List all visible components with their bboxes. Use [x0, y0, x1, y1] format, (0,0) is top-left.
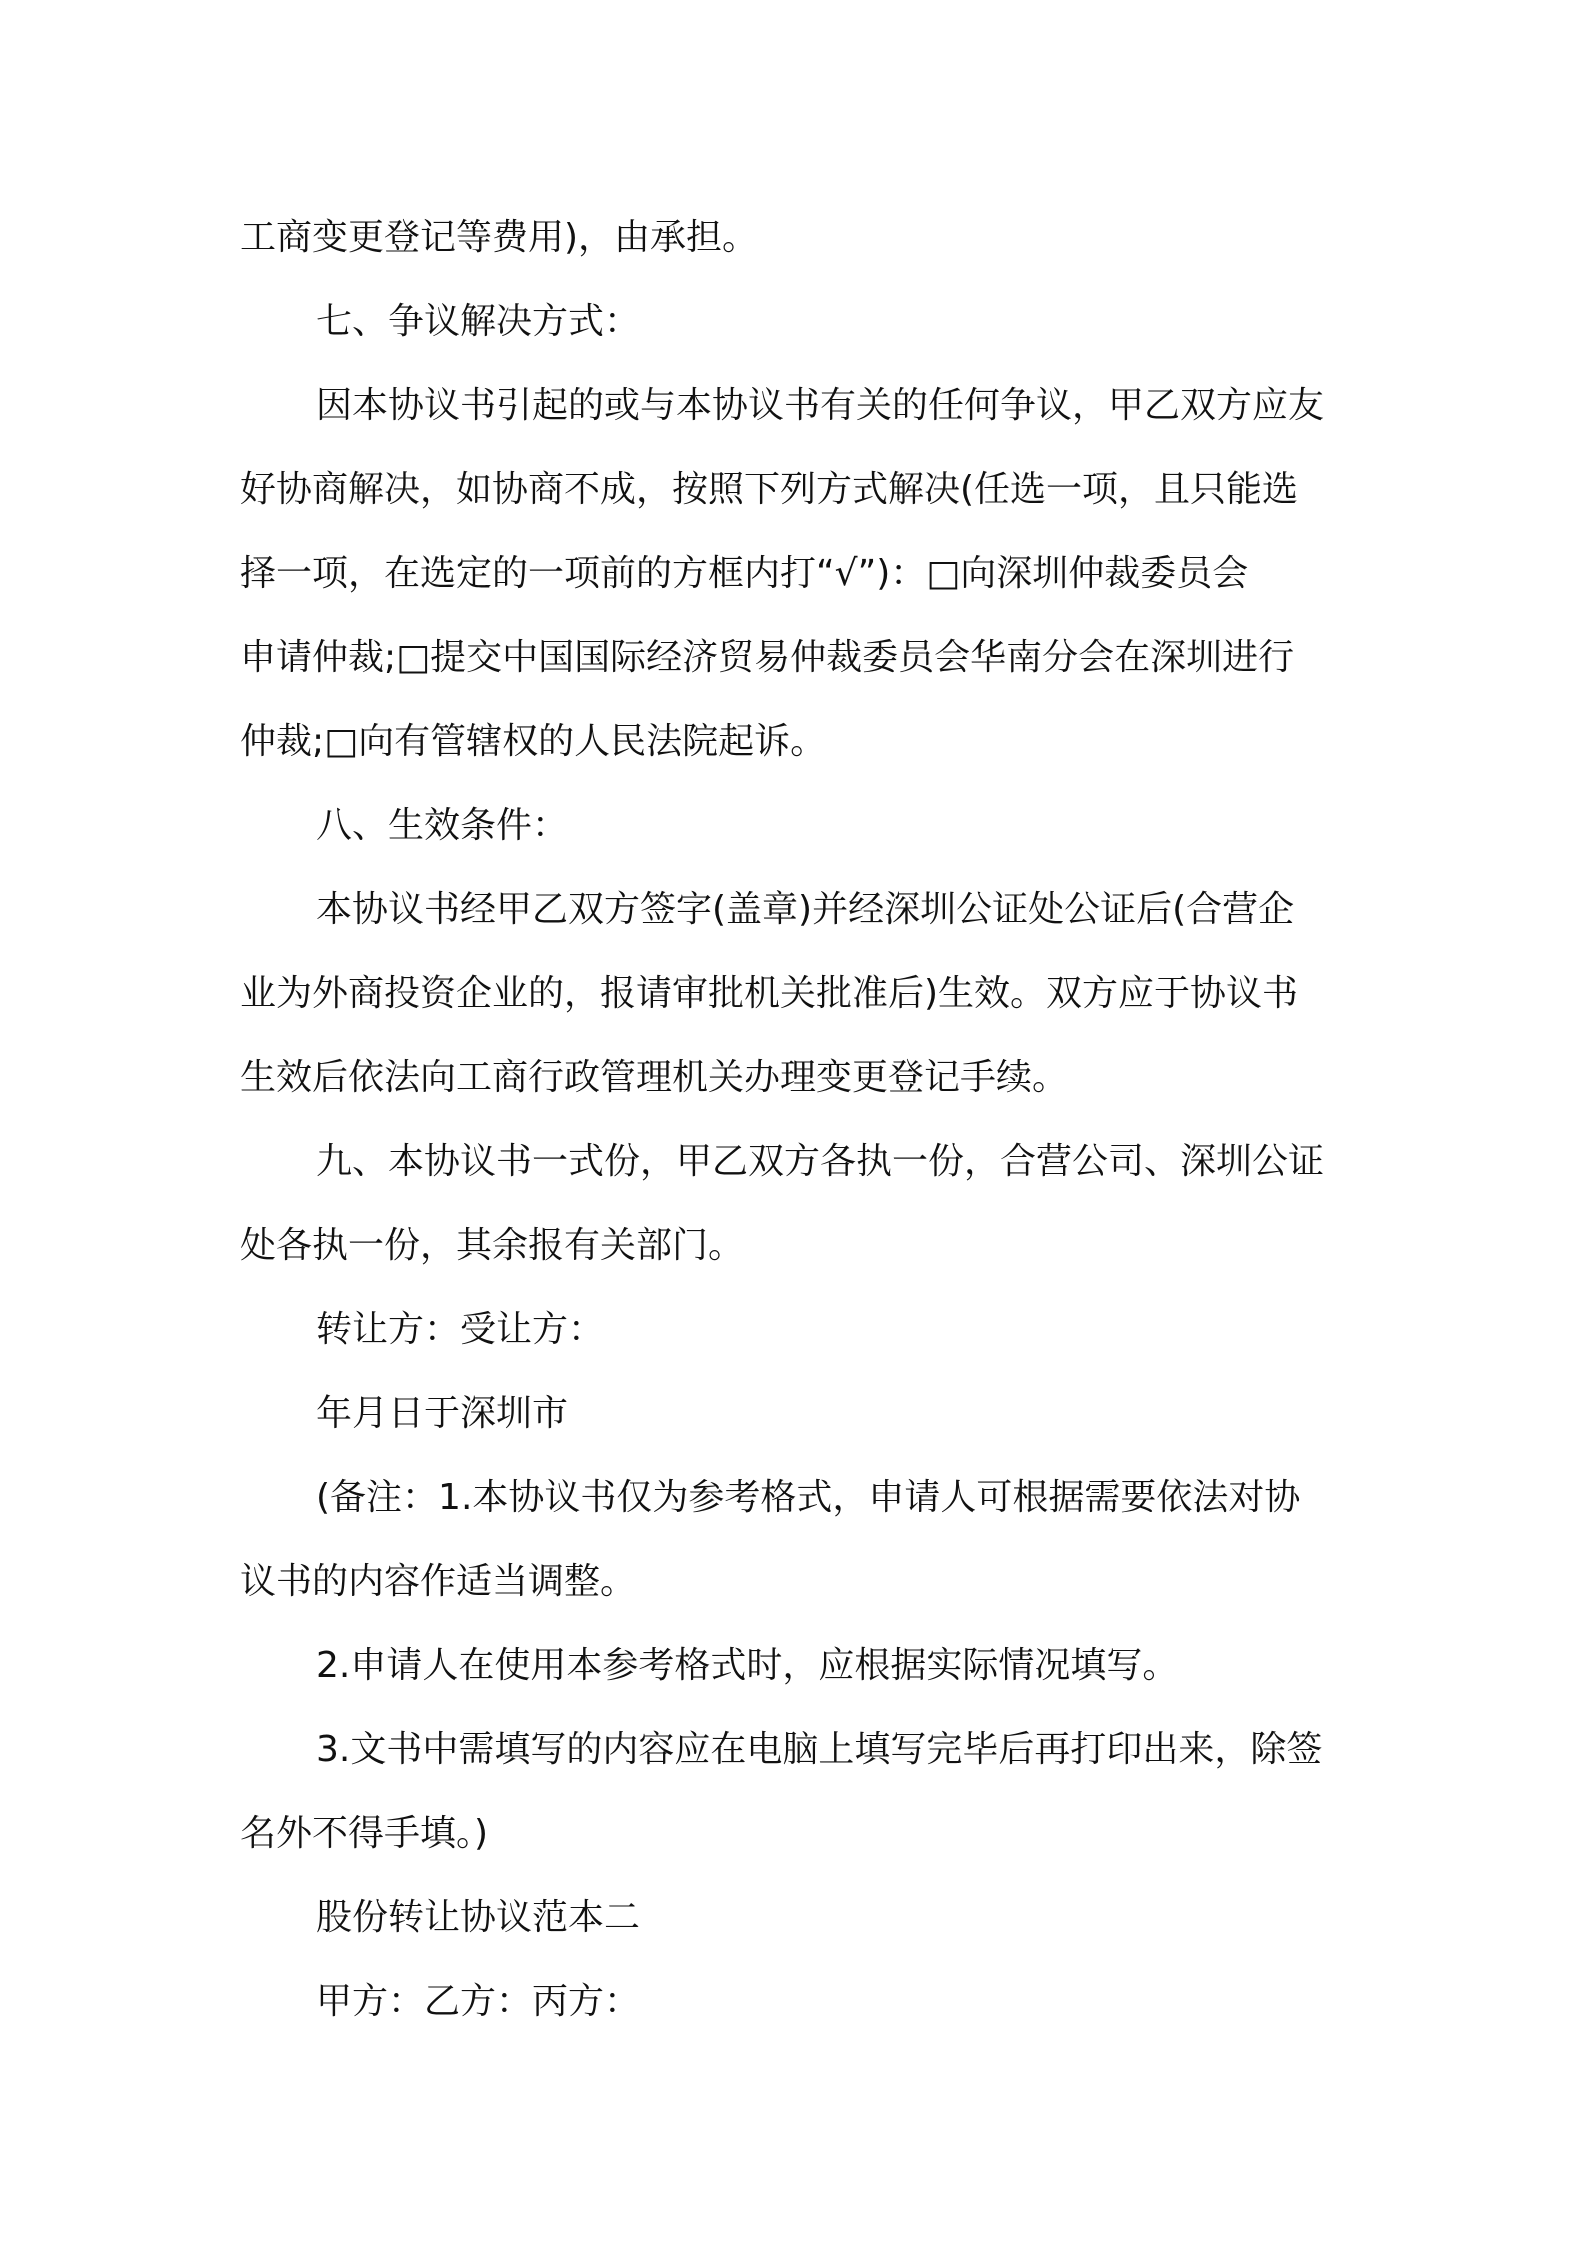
heading-effective-conditions: 八、生效条件：: [316, 805, 569, 846]
text-line-dispute-4: 申请仲裁;□提交中国国际经济贸易仲裁委员会华南分会在深圳进行: [240, 637, 1295, 678]
text-line-dispute-1: 因本协议书引起的或与本协议书有关的任何争议，甲乙双方应友: [316, 385, 1325, 426]
text-line-effective-1: 本协议书经甲乙双方签字(盖章)并经深圳公证处公证后(合营企: [316, 889, 1295, 930]
text-line-note-2: 2.申请人在使用本参考格式时，应根据实际情况填写。: [316, 1645, 1179, 1686]
text-line-effective-2: 业为外商投资企业的，报请审批机关批准后)生效。双方应于协议书: [240, 973, 1299, 1014]
text-line-parties-signature: 转让方：受让方：: [316, 1309, 605, 1350]
text-line-note-1b: 议书的内容作适当调整。: [240, 1561, 637, 1602]
text-line-note-3: 3.文书中需填写的内容应在电脑上填写完毕后再打印出来，除签: [316, 1729, 1323, 1770]
text-line-fees: 工商变更登记等费用)，由承担。: [240, 217, 759, 258]
text-line-parties: 甲方：乙方：丙方：: [316, 1981, 641, 2022]
text-line-date-place: 年月日于深圳市: [316, 1393, 569, 1434]
text-line-dispute-5: 仲裁;□向有管辖权的人民法院起诉。: [240, 721, 827, 762]
text-line-copies-2: 处各执一份，其余报有关部门。: [240, 1225, 745, 1266]
text-line-note-1: (备注：1.本协议书仅为参考格式，申请人可根据需要依法对协: [316, 1477, 1301, 1518]
text-line-note-3b: 名外不得手填。): [240, 1813, 489, 1854]
heading-dispute-resolution: 七、争议解决方式：: [316, 301, 641, 342]
heading-sample-two: 股份转让协议范本二: [316, 1897, 641, 1938]
text-line-dispute-3: 择一项，在选定的一项前的方框内打“√”)：□向深圳仲裁委员会: [240, 553, 1249, 594]
document-page: [240, 196, 1360, 2044]
text-line-effective-3: 生效后依法向工商行政管理机关办理变更登记手续。: [240, 1057, 1069, 1098]
text-line-copies-1: 九、本协议书一式份，甲乙双方各执一份，合营公司、深圳公证: [316, 1141, 1325, 1182]
text-line-dispute-2: 好协商解决，如协商不成，按照下列方式解决(任选一项，且只能选: [240, 469, 1299, 510]
